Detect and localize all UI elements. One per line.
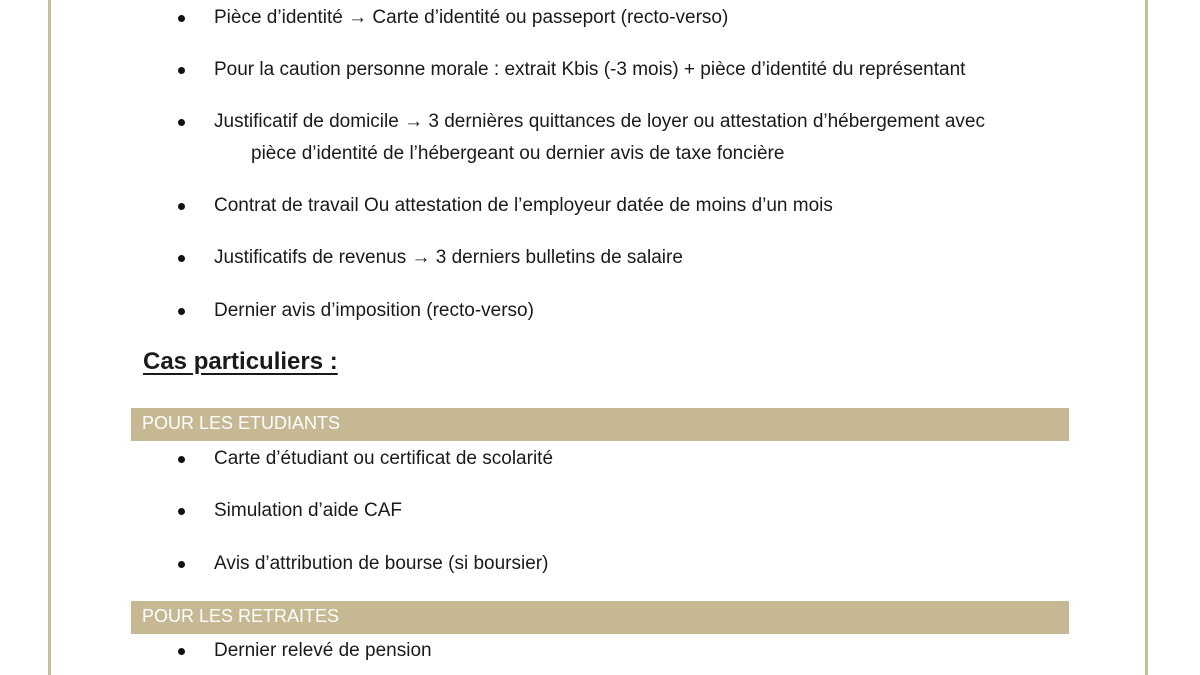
list-item-text: Carte d’étudiant ou certificat de scolarité: [214, 448, 554, 469]
list-item-line-2: pièce d’identité de l’hébergeant ou dernier avis de taxe foncière: [251, 143, 785, 164]
students-section-label: POUR LES ETUDIANTS: [142, 413, 341, 433]
bullet-icon: [178, 119, 185, 126]
bullet-icon: [178, 308, 185, 315]
bullet-icon: [178, 15, 185, 22]
page-frame: [48, 0, 1148, 675]
list-item-text: Justificatifs de revenus → 3 derniers bulletins de salaire: [214, 247, 683, 268]
list-item-text: Contrat de travail Ou attestation de l’employeur datée de moins d’un mois: [214, 195, 833, 216]
bullet-icon: [178, 508, 185, 515]
list-item-line-1: Justificatif de domicile → 3 dernières quittances de loyer ou attestation d’hébergement avec: [214, 111, 985, 132]
list-item-text: Simulation d’aide CAF: [214, 500, 402, 521]
retirees-section-label: POUR LES RETRAITES: [142, 606, 340, 626]
retirees-section-header: [131, 601, 1069, 634]
section-title: Cas particuliers :: [143, 348, 338, 375]
students-section-header: [131, 408, 1069, 441]
bullet-icon: [178, 648, 185, 655]
bullet-icon: [178, 67, 185, 74]
list-item-text: Dernier relevé de pension: [214, 640, 432, 661]
list-item-text: Pour la caution personne morale : extrait Kbis (-3 mois) + pièce d’identité du représentant: [214, 59, 966, 80]
list-item-text: Avis d’attribution de bourse (si boursier): [214, 553, 549, 574]
list-item-text: Dernier avis d’imposition (recto-verso): [214, 300, 534, 321]
bullet-icon: [178, 203, 185, 210]
list-item-text: Pièce d’identité → Carte d’identité ou passeport (recto-verso): [214, 7, 729, 28]
list-item-text: [214, 106, 985, 170]
bullet-icon: [178, 561, 185, 568]
bullet-icon: [178, 255, 185, 262]
bullet-icon: [178, 456, 185, 463]
